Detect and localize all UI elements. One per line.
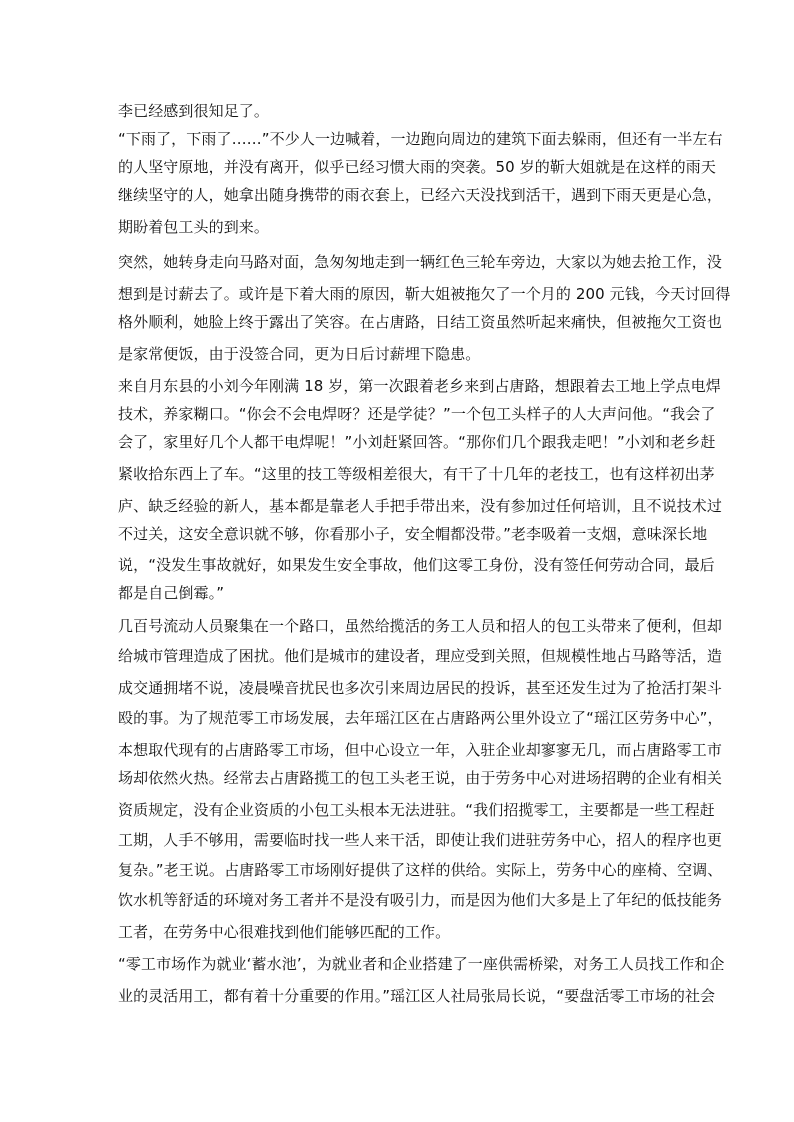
text-line: 的人坚守原地，并没有离开，似乎已经习惯大雨的突袭。50 岁的靳大姐就是在这样的雨天	[118, 158, 716, 176]
text-line: 庐、缺乏经验的新人，基本都是靠老人手把手带出来，没有参加过任何培训，且不说技术过	[118, 497, 723, 515]
text-line: 是家常便饭，由于没签合同，更为日后讨薪埋下隐患。	[118, 345, 481, 363]
text-line: 资质规定，没有企业资质的小包工头根本无法进驻。“我们招揽零工，主要都是一些工程赶	[118, 801, 715, 819]
text-line: 想到是讨薪去了。或许是下着大雨的原因，靳大姐被拖欠了一个月的 200 元钱，今天讨回得	[118, 285, 731, 303]
text-line: 技术，养家糊口。“你会不会电焊呀？还是学徒？”一个包工头样子的人大声问他。“我会了	[118, 405, 716, 423]
text-line: 说，“没发生事故就好，如果发生安全事故，他们这零工身份，没有签任何劳动合同，最后	[118, 556, 715, 574]
text-line: 几百号流动人员聚集在一个路口，虽然给揽活的务工人员和招人的包工头带来了便利，但却	[118, 617, 723, 635]
text-line: 来自月东县的小刘今年刚满 18 岁，第一次跟着老乡来到占唐路，想跟着去工地上学点电焊	[118, 377, 721, 395]
text-line: 工者，在劳务中心很难找到他们能够匹配的工作。	[118, 923, 451, 941]
text-line: 给城市管理造成了困扰。他们是城市的建设者，理应受到关照，但规模性地占马路等活，造	[118, 647, 723, 665]
text-line: 都是自己倒霉。”	[118, 584, 225, 602]
text-line: 会了，家里好几个人都干电焊呢！”小刘赶紧回答。“那你们几个跟我走吧！”小刘和老乡赶	[118, 433, 716, 451]
text-line: 成交通拥堵不说，凌晨噪音扰民也多次引来周边居民的投诉，甚至还发生过为了抢活打架斗	[118, 679, 723, 697]
text-line: 场却依然火热。经常去占唐路揽工的包工头老王说，由于劳务中心对进场招聘的企业有相关	[118, 769, 723, 787]
text-line: 紧收拾东西上了车。“这里的技工等级相差很大，有干了十几年的老技工，也有这样初出茅	[118, 465, 715, 483]
text-line: 继续坚守的人，她拿出随身携带的雨衣套上，已经六天没找到活干，遇到下雨天更是心急，	[118, 186, 723, 204]
text-line: 突然，她转身走向马路对面，急匆匆地走到一辆红色三轮车旁边，大家以为她去抢工作，没	[118, 253, 723, 271]
text-line: 本想取代现有的占唐路零工市场，但中心设立一年，入驻企业却寥寥无几，而占唐路零工市	[118, 741, 723, 759]
text-line: 期盼着包工头的到来。	[118, 218, 270, 236]
text-line: 殴的事。为了规范零工市场发展，去年瑶江区在占唐路两公里外设立了“瑶江区劳务中心”，	[118, 709, 723, 727]
text-line: 李已经感到很知足了。	[118, 102, 270, 120]
text-line: 饮水机等舒适的环境对务工者并不是没有吸引力，而是因为他们大多是上了年纪的低技能务	[118, 891, 723, 909]
text-line: 工期，人手不够用，需要临时找一些人来干活，即使让我们进驻劳务中心，招人的程序也更	[118, 831, 723, 849]
text-line: 格外顺利，她脸上终于露出了笑容。在占唐路，日结工资虽然听起来痛快，但被拖欠工资也	[118, 313, 723, 331]
text-line: “下雨了，下雨了……”不少人一边喊着，一边跑向周边的建筑下面去躲雨，但还有一半左右	[118, 130, 723, 148]
text-line: 业的灵活用工，都有着十分重要的作用。”瑶江区人社局张局长说，“要盘活零工市场的社会	[118, 987, 716, 1005]
text-line: 复杂。”老王说。占唐路零工市场刚好提供了这样的供给。实际上，劳务中心的座椅、空调、	[118, 861, 723, 879]
text-line: “零工市场作为就业‘蓄水池’，为就业者和企业搭建了一座供需桥梁，对务工人员找工作和企	[118, 955, 725, 973]
text-line: 不过关，这安全意识就不够，你看那小子，安全帽都没带。”老李吸着一支烟，意味深长地	[118, 525, 708, 543]
